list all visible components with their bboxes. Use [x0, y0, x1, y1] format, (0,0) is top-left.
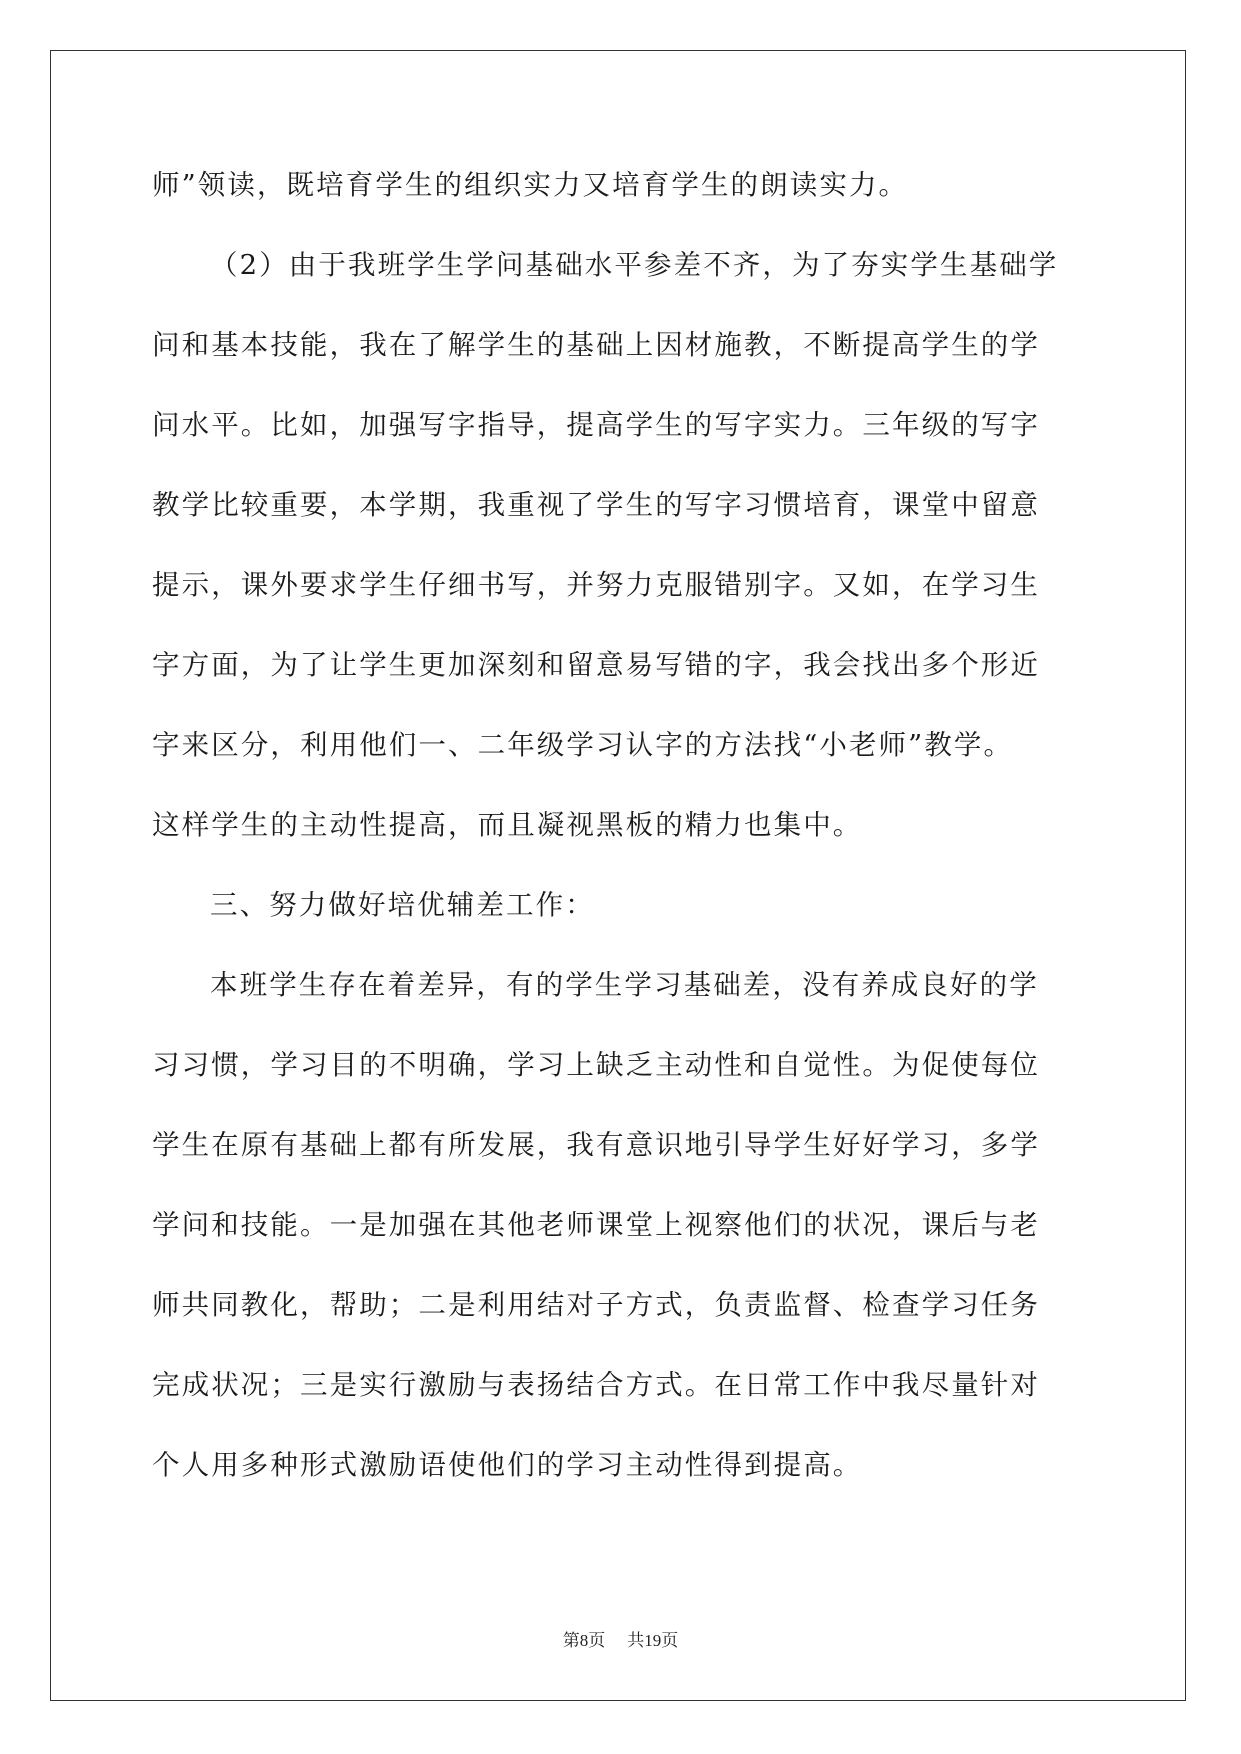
- text-line: 师”领读，既培育学生的组织实力又培育学生的朗读实力。: [152, 169, 909, 201]
- page-number: 第8页: [562, 1631, 606, 1650]
- text-line: 字来区分，利用他们一、二年级学习认字的方法找“小老师”教学。: [152, 729, 1014, 761]
- text-line: 个人用多种形式激励语使他们的学习主动性得到提高。: [152, 1449, 863, 1481]
- text-line: 学生在原有基础上都有所发展，我有意识地引导学生好好学习，多学: [152, 1129, 1040, 1161]
- text-line: （2）由于我班学生学问基础水平参差不齐，为了夯实学生基础学: [210, 249, 1059, 281]
- document-body: [152, 163, 1092, 1523]
- text-line: 问水平。比如，加强写字指导，提高学生的写字实力。三年级的写字: [152, 409, 1040, 441]
- text-line: 教学比较重要，本学期，我重视了学生的写字习惯培育，课堂中留意: [152, 489, 1040, 521]
- page-footer: [0, 1626, 1241, 1651]
- total-pages: 共19页: [627, 1631, 679, 1650]
- text-line: 习习惯，学习目的不明确，学习上缺乏主动性和自觉性。为促使每位: [152, 1049, 1040, 1081]
- text-line: 学问和技能。一是加强在其他老师课堂上视察他们的状况，课后与老: [152, 1209, 1040, 1241]
- text-line: 字方面，为了让学生更加深刻和留意易写错的字，我会找出多个形近: [152, 649, 1040, 681]
- section-heading: 三、努力做好培优辅差工作：: [210, 889, 595, 921]
- text-line: 问和基本技能，我在了解学生的基础上因材施教，不断提高学生的学: [152, 329, 1040, 361]
- text-line: 师共同教化，帮助；二是利用结对子方式，负责监督、检查学习任务: [152, 1289, 1040, 1321]
- text-line: 完成状况；三是实行激励与表扬结合方式。在日常工作中我尽量针对: [152, 1369, 1040, 1401]
- text-line: 提示，课外要求学生仔细书写，并努力克服错别字。又如，在学习生: [152, 569, 1040, 601]
- text-line: 这样学生的主动性提高，而且凝视黑板的精力也集中。: [152, 809, 863, 841]
- text-line: 本班学生存在着差异，有的学生学习基础差，没有养成良好的学: [210, 969, 1039, 1001]
